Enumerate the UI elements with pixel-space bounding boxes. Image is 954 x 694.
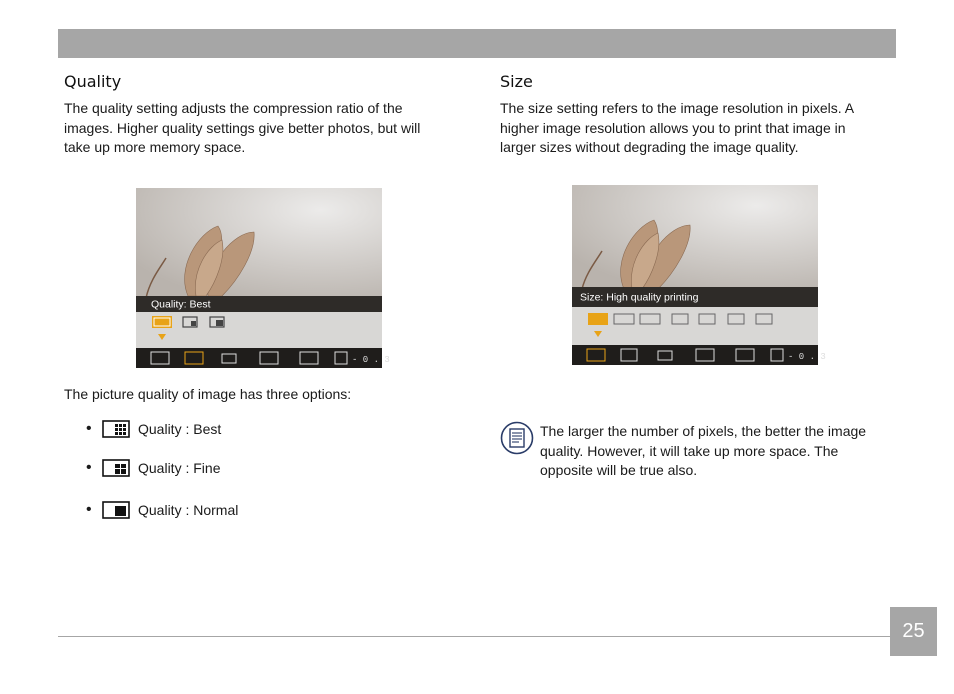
quality-option-label: Quality : Fine (138, 460, 221, 476)
quality-fine-icon (102, 459, 130, 477)
quality-option-item: • Quality : Fine (86, 459, 221, 476)
quality-option-label: Quality : Normal (138, 502, 239, 518)
quality-screen-status: - 0 . 3 (352, 355, 390, 365)
quality-camera-screen (136, 188, 390, 368)
quality-best-icon (102, 420, 130, 438)
quality-option-label: Quality : Best (138, 421, 222, 437)
size-14m-option-icon (588, 313, 608, 325)
quality-options-intro: The picture quality of image has three options: (64, 386, 352, 402)
quality-option-item: • Quality : Best (86, 420, 222, 437)
size-camera-screen (572, 185, 826, 365)
size-note: The larger the number of pixels, the better the image quality. However, it will take up more space. The opposite will be true also. (540, 423, 867, 478)
note-icon (500, 421, 534, 455)
size-heading: Size (500, 72, 533, 91)
quality-normal-icon (102, 501, 130, 519)
quality-option-item: • Quality : Normal (86, 501, 239, 518)
size-intro: The size setting refers to the image resolution in pixels. A higher image resolution allows you to print that image in larger sizes without degrading the image quality. (500, 100, 854, 155)
quality-screen-label: Quality: Best (151, 298, 211, 311)
size-screen-status: - 0 . 3 (788, 352, 826, 362)
quality-heading: Quality (64, 72, 122, 91)
quality-intro: The quality setting adjusts the compression ratio of the images. Higher quality settings give better photos, but will take up more memory space. (64, 100, 421, 155)
page-number: 25 (890, 607, 937, 656)
size-screen-label: Size: High quality printing (580, 291, 699, 304)
header-band (58, 29, 896, 58)
footer-rule (58, 636, 890, 637)
